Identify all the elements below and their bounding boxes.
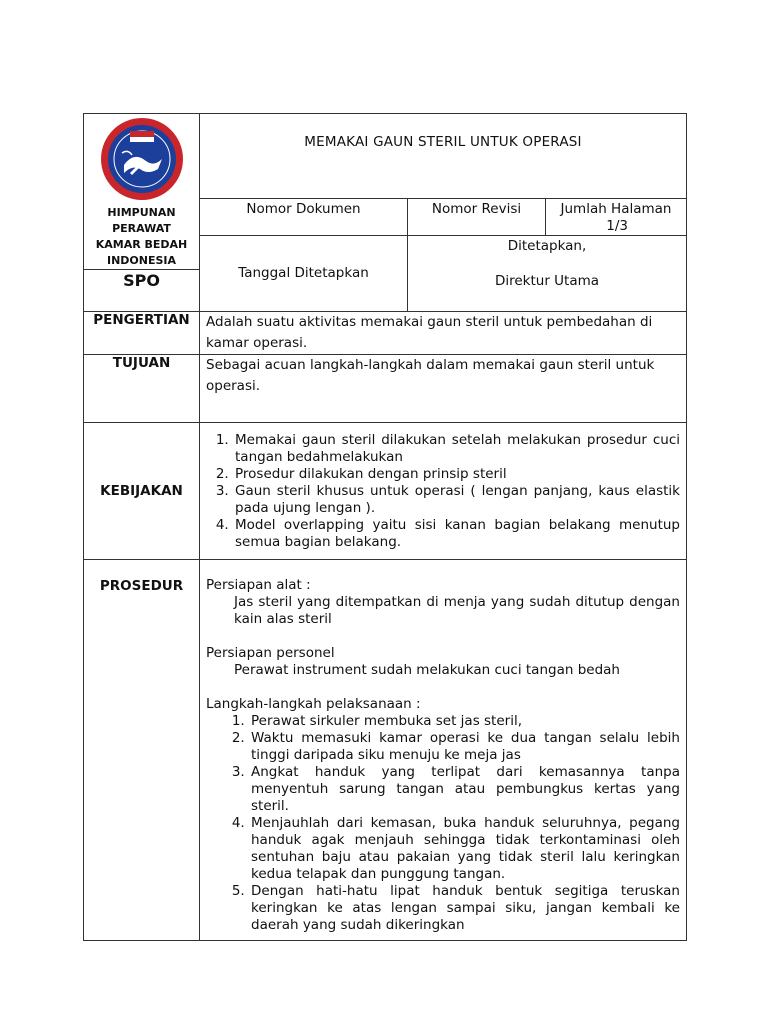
langkah-step: 4. Menjauhlah dari kemasan, buka handuk seluruhnya, pegang handuk agak menjauh sehingga tidak terkontaminasi oleh sentuhan baju atau pakaian yang tidak steril lalu keringkan kedua telapak dan punggung tangan.: [249, 815, 680, 883]
tanggal-ditetapkan-label: Tanggal Ditetapkan: [200, 236, 408, 312]
kebijakan-item: 4. Model overlapping yaitu sisi kanan bagian belakang menutup semua bagian belakang.: [233, 517, 680, 551]
kebijakan-item: 2. Prosedur dilakukan dengan prinsip steril: [233, 466, 680, 483]
direktur-label: Direktur Utama: [494, 273, 600, 289]
spo-label: SPO: [84, 270, 200, 312]
prosedur-body: [200, 560, 687, 941]
spo-document: [83, 113, 686, 931]
kebijakan-body: [200, 423, 687, 560]
persiapan-personel-text: Perawat instrument sudah melakukan cuci tangan bedah: [234, 662, 620, 678]
organization-name: [84, 205, 199, 269]
prosedur-label: PROSEDUR: [84, 560, 200, 941]
document-title: MEMAKAI GAUN STERIL UNTUK OPERASI: [200, 114, 687, 199]
jumlah-halaman-value: 1/3: [606, 218, 628, 234]
langkah-step: 2. Waktu memasuki kamar operasi ke dua tangan selalu lebih tinggi daripada siku menuju ke meja jas: [249, 730, 680, 764]
kebijakan-item: 3. Gaun steril khusus untuk operasi ( lengan panjang, kaus elastik pada ujung lengan ).: [233, 483, 680, 517]
kebijakan-label: KEBIJAKAN: [84, 423, 200, 560]
tujuan-text: Sebagai acuan langkah-langkah dalam memakai gaun steril untuk operasi.: [200, 355, 687, 423]
persiapan-personel-title: Persiapan personel: [206, 645, 335, 661]
langkah-title: Langkah-langkah pelaksanaan :: [206, 696, 421, 712]
org-line: KAMAR BEDAH: [95, 238, 188, 251]
kebijakan-item: 1. Memakai gaun steril dilakukan setelah melakukan prosedur cuci tangan bedahmelakukan: [233, 432, 680, 466]
logo-cell: [84, 114, 200, 270]
org-line: INDONESIA: [106, 254, 177, 267]
langkah-step: 1. Perawat sirkuler membuka set jas steril,: [249, 713, 680, 730]
org-line: HIMPUNAN: [107, 206, 176, 219]
nomor-revisi-label: Nomor Revisi: [408, 199, 546, 236]
kebijakan-list: [206, 432, 680, 551]
langkah-list: [206, 713, 680, 934]
jumlah-halaman-cell: [546, 199, 687, 236]
persiapan-alat-text: Jas steril yang ditempatkan di menja yang sudah ditutup dengan kain alas steril: [234, 594, 680, 627]
persiapan-alat-title: Persiapan alat :: [206, 577, 311, 593]
tujuan-label: TUJUAN: [84, 355, 200, 423]
org-line: PERAWAT: [112, 222, 171, 235]
pengertian-text: Adalah suatu aktivitas memakai gaun steril untuk pembedahan di kamar operasi.: [200, 312, 687, 355]
spo-table: [83, 113, 687, 941]
langkah-step: 5. Dengan hati-hatu lipat handuk bentuk segitiga teruskan keringkan ke atas lengan sampai siku, jangan kembali ke daerah yang sudah dikeringkan: [249, 883, 680, 934]
jumlah-halaman-label: Jumlah Halaman: [560, 201, 672, 217]
ditetapkan-label: Ditetapkan,: [507, 238, 587, 254]
hipkabi-logo: [100, 117, 184, 201]
langkah-step: 3. Angkat handuk yang terlipat dari kemasannya tanpa menyentuh sarung tangan atau pembungkus kertas yang steril.: [249, 764, 680, 815]
nomor-dokumen-label: Nomor Dokumen: [200, 199, 408, 236]
ditetapkan-cell: [408, 236, 687, 312]
pengertian-label: PENGERTIAN: [84, 312, 200, 355]
